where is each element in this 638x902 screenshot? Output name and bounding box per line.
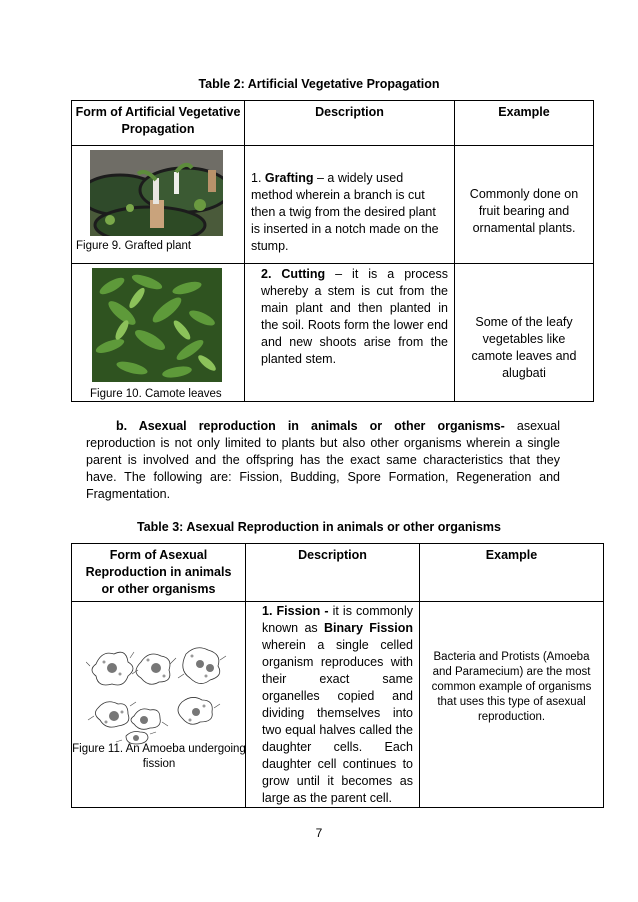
table2-row1-figure-cell xyxy=(72,146,245,264)
fission-text: wherein a single celled organism reproduces with their exact same organelles copied and dividing themselves into two equal halves called the daughter cells. Each daughter cell continues to grow until it becomes as large as the parent cell. xyxy=(262,638,413,805)
grafting-number: 1. xyxy=(251,171,265,185)
fission-example: Bacteria and Protists (Amoeba and Paramecium) are the most common example of organisms that uses this type of asexual reproduction. xyxy=(431,651,592,723)
table2-row1-description xyxy=(245,146,455,264)
table2-row1-example xyxy=(455,146,594,264)
fission-term: Fission - xyxy=(276,604,329,618)
table2-row2-example xyxy=(455,264,594,402)
paragraph-text: asexual reproduction is not only limited to plants but also other organisms wherein a single parent is involved and the offspring has the exact same characteristics that they have. The following are: Fission, Budding, Spore Formation, Regeneration and Fragmentation. xyxy=(86,419,560,501)
paragraph-lead: b. Asexual reproduction in animals or other organisms- xyxy=(116,419,505,433)
cutting-example: Some of the leafy vegetables like camote leaves and alugbati xyxy=(471,315,577,380)
figure11-caption: Figure 11. An Amoeba undergoing fission xyxy=(72,743,246,770)
page-number: 7 xyxy=(315,826,323,840)
table3-header-example: Example xyxy=(420,544,604,602)
binary-fission-term: Binary Fission xyxy=(324,621,413,635)
cutting-text: – it is a process whereby a stem is cut from the main plant and then planted in the soil. Roots form the lower end and new shoots arise from the planted stem. xyxy=(261,267,448,366)
figure9-caption: Figure 9. Grafted plant xyxy=(76,240,192,252)
table3-caption: Table 3: Asexual Reproduction in animals or other organisms xyxy=(137,520,501,534)
cutting-term: Cutting xyxy=(281,267,326,281)
table3-row1-description xyxy=(246,602,420,808)
table2-row2-description xyxy=(245,264,455,402)
table2-header-form: Form of Artificial Vegetative Propagation xyxy=(72,101,245,146)
table3-header-description: Description xyxy=(246,544,420,602)
fission-number: 1. xyxy=(262,604,277,618)
grafting-term: Grafting xyxy=(264,171,314,185)
table3-header-form: Form of Asexual Reproduction in animals or other organisms xyxy=(72,544,246,602)
grafted-plant-image xyxy=(90,150,223,236)
camote-leaves-image xyxy=(92,268,222,382)
figure10-caption: Figure 10. Camote leaves xyxy=(90,388,222,400)
cutting-number: 2. xyxy=(261,267,282,281)
asexual-animals-paragraph xyxy=(86,418,560,503)
table3-row1-figure-cell xyxy=(72,602,246,808)
amoeba-fission-image xyxy=(86,636,234,746)
table3 xyxy=(71,543,604,808)
table2-header-description: Description xyxy=(245,101,455,146)
table2-row2-figure-cell xyxy=(72,264,245,402)
table2-header-example: Example xyxy=(455,101,594,146)
fission-mid: it is commonly known as xyxy=(262,604,413,635)
table2 xyxy=(71,100,594,402)
table2-caption: Table 2: Artificial Vegetative Propagation xyxy=(198,77,440,91)
table3-row1-example xyxy=(420,602,604,808)
grafting-text: – a widely used method wherein a branch is cut then a twig from the desired plant is inserted in a notch made on the stump. xyxy=(251,171,439,253)
grafting-example: Commonly done on fruit bearing and ornamental plants. xyxy=(469,187,579,235)
